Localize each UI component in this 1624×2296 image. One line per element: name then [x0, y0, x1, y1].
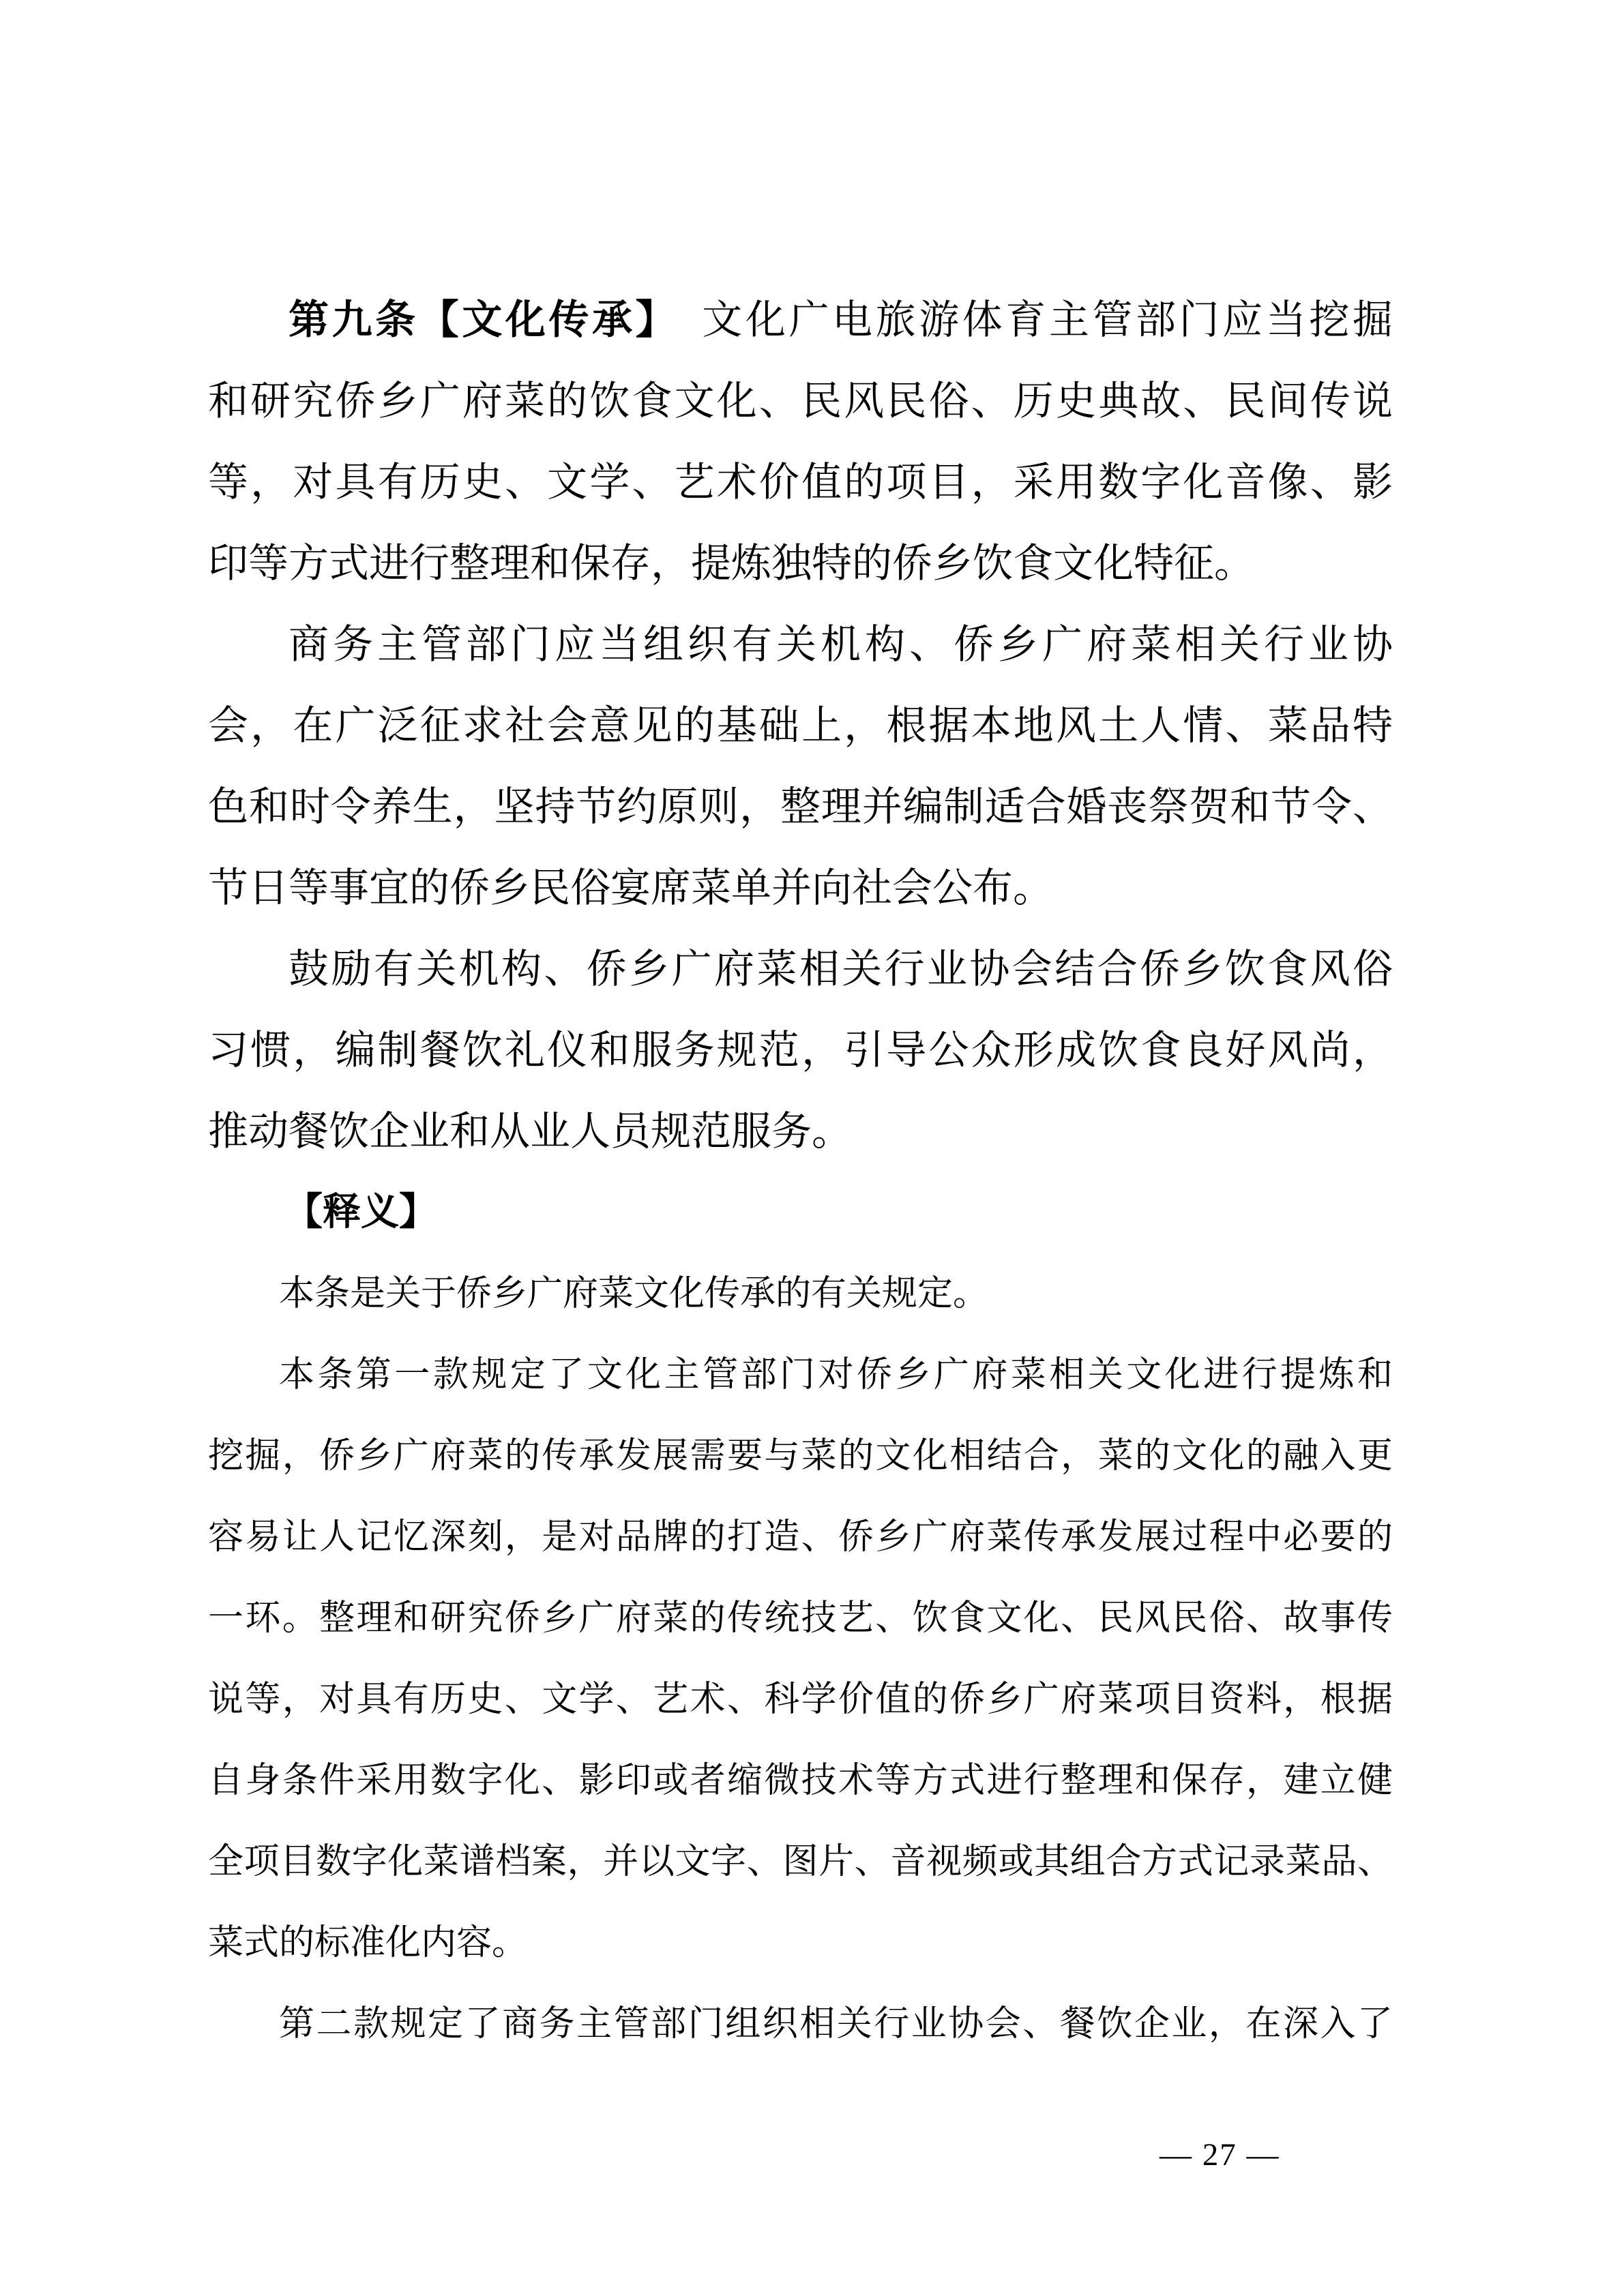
article-number-title: 第九条【文化传承】	[289, 297, 659, 342]
article-p1-line: 印等方式进行整理和保存，提炼独特的侨乡饮食文化特征。	[208, 541, 1255, 586]
interpretation-p2-line: 菜式的标准化内容。	[208, 1924, 528, 1963]
interpretation-p3-line: 第二款规定了商务主管部门组织相关行业协会、餐饮企业，在深入了	[279, 2005, 1393, 2044]
article-p3-line: 鼓励有关机构、侨乡广府菜相关行业协会结合侨乡饮食风俗	[289, 946, 1393, 992]
interpretation-p2-line: 自身条件采用数字化、影印或者缩微技术等方式进行整理和保存，建立健	[208, 1761, 1393, 1800]
page-number: — 27 —	[1160, 2137, 1280, 2173]
interpretation-p2-line: 挖掘，侨乡广府菜的传承发展需要与菜的文化相结合，菜的文化的融入更	[208, 1437, 1393, 1476]
article-p2-line: 会，在广泛征求社会意见的基础上，根据本地风土人情、菜品特	[208, 703, 1393, 748]
interpretation-p2-line: 说等，对具有历史、文学、艺术、科学价值的侨乡广府菜项目资料，根据	[208, 1680, 1393, 1719]
interpretation-p2-line: 全项目数字化菜谱档案，并以文字、图片、音视频或其组合方式记录菜品、	[208, 1843, 1393, 1881]
article-heading-line	[208, 280, 1393, 361]
article-heading-rest: 文化广电旅游体育主管部门应当挖掘	[658, 297, 1393, 342]
article-p3-line: 习惯，编制餐饮礼仪和服务规范，引导公众形成饮食良好风尚，	[208, 1028, 1393, 1073]
document-body	[208, 280, 1393, 2065]
article-p1-line: 和研究侨乡广府菜的饮食文化、民风民俗、历史典故、民间传说	[208, 378, 1393, 423]
interpretation-header: 【释义】	[284, 1191, 437, 1234]
article-p1-line: 等，对具有历史、文学、艺术价值的项目，采用数字化音像、影	[208, 460, 1393, 505]
article-p2-line: 节日等事宜的侨乡民俗宴席菜单并向社会公布。	[208, 865, 1054, 910]
article-p2-line: 商务主管部门应当组织有关机构、侨乡广府菜相关行业协	[289, 622, 1393, 667]
interpretation-p2-line: 一环。整理和研究侨乡广府菜的传统技艺、饮食文化、民风民俗、故事传	[208, 1599, 1393, 1638]
interpretation-p1-line: 本条是关于侨乡广府菜文化传承的有关规定。	[279, 1274, 989, 1313]
article-p2-line: 色和时令养生，坚持节约原则，整理并编制适合婚丧祭贺和节令、	[208, 784, 1393, 829]
article-p3-line: 推动餐饮企业和从业人员规范服务。	[208, 1109, 853, 1154]
interpretation-p2-line: 容易让人记忆深刻，是对品牌的打造、侨乡广府菜传承发展过程中必要的	[208, 1518, 1393, 1557]
interpretation-p2-line: 本条第一款规定了文化主管部门对侨乡广府菜相关文化进行提炼和	[279, 1356, 1393, 1395]
